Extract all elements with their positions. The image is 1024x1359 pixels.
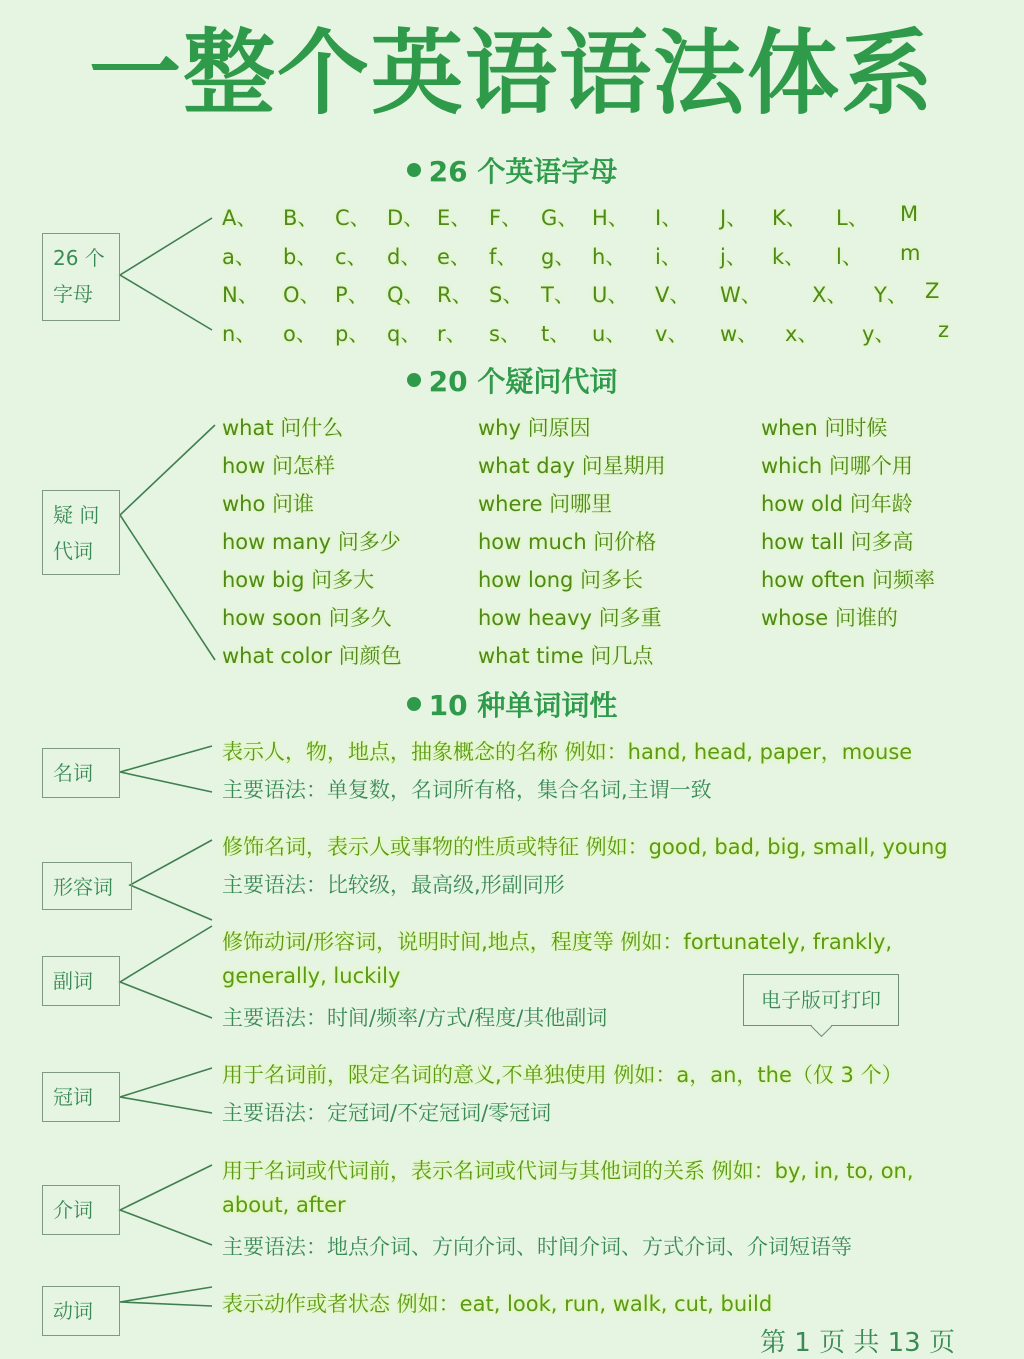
box-label: 冠词 xyxy=(53,1085,93,1109)
section-heading-letters xyxy=(0,150,1024,190)
alphabet-letter: V、 xyxy=(655,283,691,307)
interrogative-item: how old 问年龄 xyxy=(761,492,913,516)
bullet-dot-icon xyxy=(407,697,421,711)
alphabet-letter: n、 xyxy=(222,322,257,346)
adverb-grammar: 主要语法：时间/频率/方式/程度/其他副词 xyxy=(222,1006,608,1030)
interrogative-item: how long 问多长 xyxy=(478,568,644,592)
bullet-dot-icon xyxy=(407,373,421,387)
category-box-verb xyxy=(42,1286,120,1336)
category-box-interrogatives xyxy=(42,490,120,575)
interrogative-item: when 问时候 xyxy=(761,416,888,440)
interrogative-item: how much 问价格 xyxy=(478,530,657,554)
interrogative-item: what time 问几点 xyxy=(478,644,654,668)
alphabet-letter: F、 xyxy=(489,206,523,230)
section-heading-parts-of-speech xyxy=(0,684,1024,724)
preposition-definition: 用于名词或代词前，表示名词或代词与其他词的关系 例如：by, in, to, on, xyxy=(222,1159,914,1183)
alphabet-letter: t、 xyxy=(541,322,571,346)
box-line: 字母 xyxy=(53,282,93,306)
box-label: 介词 xyxy=(53,1198,93,1222)
alphabet-letter: z xyxy=(938,318,950,342)
alphabet-letter: p、 xyxy=(335,322,370,346)
alphabet-letter: j、 xyxy=(720,245,747,269)
interrogative-item: how many 问多少 xyxy=(222,530,401,554)
alphabet-letter: G、 xyxy=(541,206,579,230)
printable-callout: 电子版可打印 xyxy=(743,974,899,1026)
interrogative-item: where 问哪里 xyxy=(478,492,613,516)
alphabet-letter: R、 xyxy=(437,283,473,307)
alphabet-letter: E、 xyxy=(437,206,472,230)
alphabet-letter: l、 xyxy=(836,245,863,269)
noun-grammar: 主要语法：单复数，名词所有格，集合名词,主谓一致 xyxy=(222,778,712,802)
interrogative-item: how big 问多大 xyxy=(222,568,375,592)
alphabet-letter: H、 xyxy=(592,206,629,230)
alphabet-letter: K、 xyxy=(772,206,807,230)
alphabet-letter: J、 xyxy=(720,206,748,230)
interrogative-item: what day 问星期用 xyxy=(478,454,666,478)
category-box-letters xyxy=(42,233,120,321)
alphabet-letter: w、 xyxy=(720,322,759,346)
alphabet-letter: N、 xyxy=(222,283,259,307)
alphabet-letter: A、 xyxy=(222,206,258,230)
alphabet-letter: s、 xyxy=(489,322,521,346)
bullet-dot-icon xyxy=(407,163,421,177)
alphabet-letter: X、 xyxy=(812,283,848,307)
adverb-definition: 修饰动词/形容词，说明时间,地点，程度等 例如：fortunately, frankly, xyxy=(222,930,893,954)
alphabet-letter: C、 xyxy=(335,206,371,230)
interrogative-item: how 问怎样 xyxy=(222,454,336,478)
alphabet-letter: Q、 xyxy=(387,283,425,307)
alphabet-letter: x、 xyxy=(785,322,819,346)
box-label: 形容词 xyxy=(53,875,113,899)
alphabet-letter: q、 xyxy=(387,322,422,346)
alphabet-letter: h、 xyxy=(592,245,627,269)
interrogative-item: why 问原因 xyxy=(478,416,591,440)
alphabet-letter: c、 xyxy=(335,245,368,269)
box-label: 名词 xyxy=(53,761,93,785)
alphabet-letter: m xyxy=(900,241,921,265)
alphabet-letter: r、 xyxy=(437,322,467,346)
alphabet-letter: u、 xyxy=(592,322,627,346)
box-label: 动词 xyxy=(53,1299,93,1323)
interrogative-item: who 问谁 xyxy=(222,492,315,516)
alphabet-letter: O、 xyxy=(283,283,321,307)
preposition-definition-cont: about, after xyxy=(222,1193,346,1217)
interrogative-item: how heavy 问多重 xyxy=(478,606,662,630)
alphabet-letter: a、 xyxy=(222,245,256,269)
interrogative-item: what color 问颜色 xyxy=(222,644,402,668)
alphabet-letter: f、 xyxy=(489,245,518,269)
interrogative-item: whose 问谁的 xyxy=(761,606,898,630)
alphabet-letter: Y、 xyxy=(874,283,908,307)
alphabet-letter: k、 xyxy=(772,245,806,269)
heading-text: 20 个疑问代词 xyxy=(428,365,618,398)
alphabet-letter: W、 xyxy=(720,283,762,307)
alphabet-letter: d、 xyxy=(387,245,422,269)
box-line: 26 个 xyxy=(53,246,105,270)
category-box-article xyxy=(42,1072,120,1122)
adjective-grammar: 主要语法：比较级，最高级,形副同形 xyxy=(222,873,565,897)
box-line: 代词 xyxy=(53,539,93,563)
alphabet-letter: b、 xyxy=(283,245,318,269)
section-heading-interrogatives xyxy=(0,360,1024,400)
alphabet-letter: M xyxy=(900,202,919,226)
alphabet-letter: Z xyxy=(925,279,940,303)
alphabet-letter: g、 xyxy=(541,245,576,269)
alphabet-letter: T、 xyxy=(541,283,575,307)
heading-text: 26 个英语字母 xyxy=(428,155,618,188)
article-definition: 用于名词前，限定名词的意义,不单独使用 例如：a，an，the（仅 3 个） xyxy=(222,1063,903,1087)
alphabet-letter: y、 xyxy=(862,322,896,346)
adjective-definition: 修饰名词，表示人或事物的性质或特征 例如：good, bad, big, small, young xyxy=(222,835,948,859)
category-box-preposition xyxy=(42,1185,120,1235)
alphabet-letter: o、 xyxy=(283,322,317,346)
alphabet-letter: I、 xyxy=(655,206,683,230)
alphabet-letter: e、 xyxy=(437,245,471,269)
interrogative-item: how often 问频率 xyxy=(761,568,936,592)
box-label: 副词 xyxy=(53,969,93,993)
page-title: 一整个英语语法体系 xyxy=(88,20,935,127)
alphabet-letter: i、 xyxy=(655,245,682,269)
box-line: 疑 问 xyxy=(53,503,100,527)
category-box-adjective xyxy=(42,862,132,910)
heading-text: 10 种单词词性 xyxy=(428,689,618,722)
interrogative-item: how tall 问多高 xyxy=(761,530,914,554)
interrogative-item: how soon 问多久 xyxy=(222,606,392,630)
alphabet-letter: U、 xyxy=(592,283,629,307)
category-box-noun xyxy=(42,748,120,798)
alphabet-letter: S、 xyxy=(489,283,524,307)
preposition-grammar: 主要语法：地点介词、方向介词、时间介词、方式介词、介词短语等 xyxy=(222,1235,852,1259)
interrogative-item: which 问哪个用 xyxy=(761,454,913,478)
alphabet-letter: v、 xyxy=(655,322,689,346)
verb-definition: 表示动作或者状态 例如：eat, look, run, walk, cut, build xyxy=(222,1292,773,1316)
category-box-adverb xyxy=(42,956,120,1006)
alphabet-letter: D、 xyxy=(387,206,425,230)
adverb-definition-cont: generally, luckily xyxy=(222,964,401,988)
page-indicator: 第 1 页 共 13 页 xyxy=(760,1328,955,1358)
interrogative-item: what 问什么 xyxy=(222,416,344,440)
alphabet-letter: B、 xyxy=(283,206,319,230)
alphabet-letter: P、 xyxy=(335,283,369,307)
alphabet-letter: L、 xyxy=(836,206,869,230)
noun-definition: 表示人，物，地点，抽象概念的名称 例如：hand, head, paper，mouse xyxy=(222,740,913,764)
article-grammar: 主要语法：定冠词/不定冠词/零冠词 xyxy=(222,1101,552,1125)
